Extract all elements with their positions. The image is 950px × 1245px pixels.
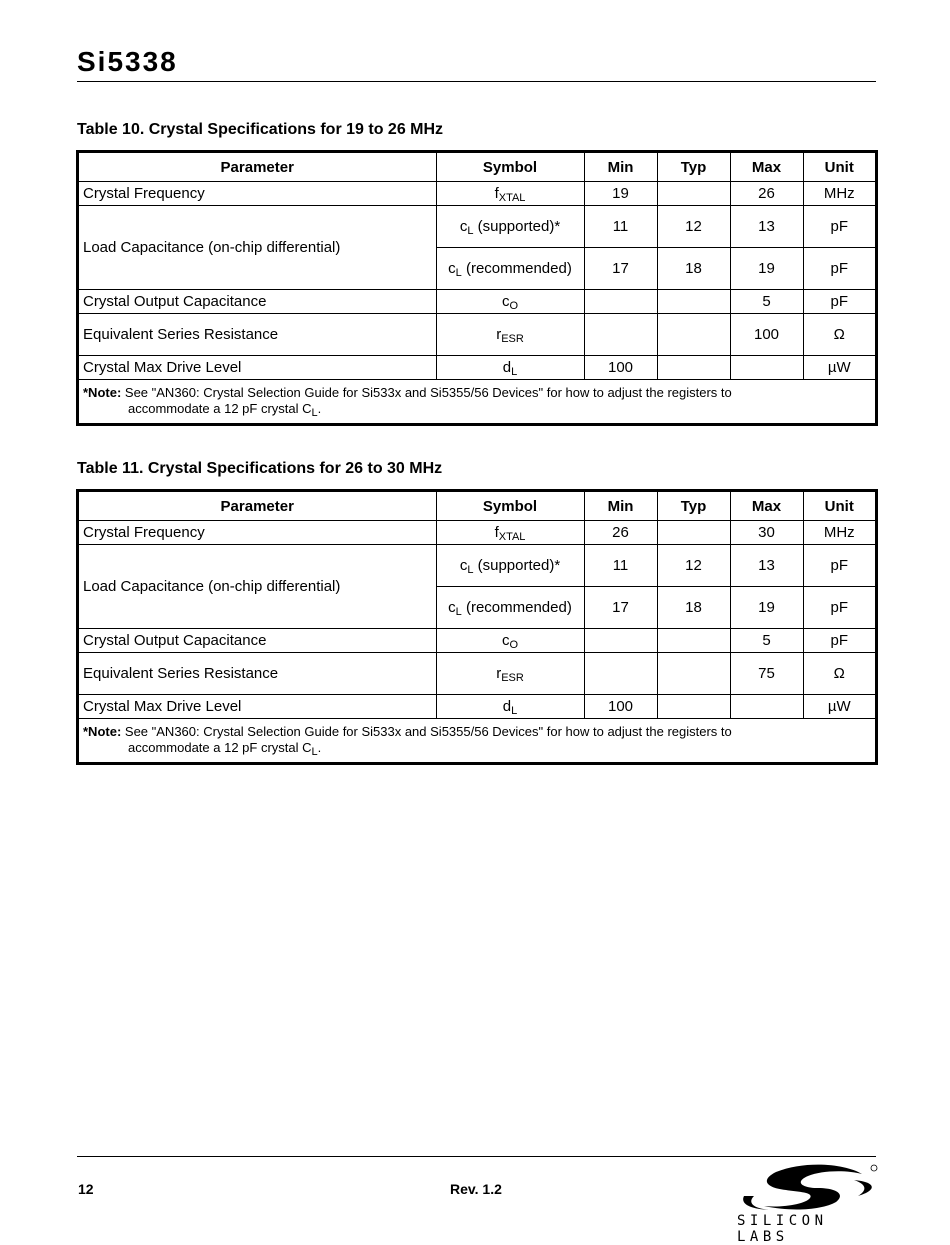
min-cell	[584, 629, 657, 653]
max-cell: 75	[730, 653, 803, 695]
table-note	[79, 380, 875, 424]
max-cell: 100	[730, 314, 803, 356]
param-cell: Crystal Max Drive Level	[79, 695, 436, 719]
min-cell: 100	[584, 356, 657, 380]
table-row	[79, 545, 875, 587]
max-cell: 13	[730, 206, 803, 248]
table-row	[79, 290, 875, 314]
param-cell: Load Capacitance (on-chip differential)	[79, 545, 436, 629]
unit-cell: MHz	[803, 521, 875, 545]
document-title: Si5338	[77, 46, 178, 77]
param-cell: Equivalent Series Resistance	[79, 314, 436, 356]
unit-cell: pF	[803, 206, 875, 248]
param-cell: Crystal Frequency	[79, 182, 436, 206]
note-label: *Note:	[83, 385, 122, 400]
unit-cell: Ω	[803, 653, 875, 695]
min-cell: 26	[584, 521, 657, 545]
table-note	[79, 719, 875, 763]
symbol-cell: $c_L$ (supported)*	[436, 206, 584, 248]
table-row	[79, 695, 875, 719]
note-line-1: See "AN360: Crystal Selection Guide for Si533x and Si5355/56 Devices" for how to adjust the registers to	[124, 385, 732, 400]
logo-wordmark: SILICON LABS	[737, 1213, 828, 1245]
max-cell: 19	[730, 587, 803, 629]
col-header-unit: Unit	[803, 492, 875, 521]
col-header-parameter: Parameter	[79, 492, 436, 521]
table-row	[79, 206, 875, 248]
table-row	[79, 653, 875, 695]
symbol-cell: $c_L$ (supported)*	[436, 545, 584, 587]
typ-cell	[657, 314, 730, 356]
revision-label: Rev. 1.2	[450, 1181, 502, 1197]
unit-cell: pF	[803, 248, 875, 290]
typ-cell	[657, 290, 730, 314]
table-row	[79, 314, 875, 356]
typ-cell	[657, 629, 730, 653]
param-cell: Load Capacitance (on-chip differential)	[79, 206, 436, 290]
min-cell	[584, 653, 657, 695]
unit-cell: pF	[803, 587, 875, 629]
note-row	[79, 719, 875, 763]
min-cell: 17	[584, 587, 657, 629]
table-row	[79, 356, 875, 380]
unit-cell: pF	[803, 629, 875, 653]
min-cell: 11	[584, 206, 657, 248]
param-cell: Crystal Frequency	[79, 521, 436, 545]
col-header-unit: Unit	[803, 153, 875, 182]
table-row	[79, 182, 875, 206]
symbol-cell: $c_O$	[436, 629, 584, 653]
max-cell	[730, 356, 803, 380]
unit-cell: Ω	[803, 314, 875, 356]
param-cell: Equivalent Series Resistance	[79, 653, 436, 695]
min-cell: 11	[584, 545, 657, 587]
param-cell: Crystal Output Capacitance	[79, 290, 436, 314]
note-line-2: accommodate a 12 pF crystal $C_L$.	[128, 401, 322, 419]
table-11	[76, 489, 878, 765]
unit-cell: pF	[803, 545, 875, 587]
col-header-max: Max	[730, 492, 803, 521]
min-cell	[584, 290, 657, 314]
typ-cell: 12	[657, 545, 730, 587]
note-line-2: accommodate a 12 pF crystal $C_L$.	[128, 740, 322, 758]
typ-cell	[657, 521, 730, 545]
header-rule	[77, 81, 876, 82]
typ-cell	[657, 653, 730, 695]
unit-cell: µW	[803, 356, 875, 380]
table-11-caption: Table 11. Crystal Specifications for 26 to 30 MHz	[77, 460, 443, 477]
max-cell: 19	[730, 248, 803, 290]
symbol-cell: $f_{XTAL}$	[436, 521, 584, 545]
typ-cell	[657, 356, 730, 380]
col-header-min: Min	[584, 153, 657, 182]
symbol-cell: $d_L$	[436, 695, 584, 719]
table-10	[76, 150, 878, 426]
footer-rule	[77, 1156, 876, 1157]
col-header-typ: Typ	[657, 153, 730, 182]
symbol-cell: $r_{ESR}$	[436, 653, 584, 695]
note-label: *Note:	[83, 724, 122, 739]
min-cell: 19	[584, 182, 657, 206]
typ-cell: 18	[657, 248, 730, 290]
symbol-cell: $c_O$	[436, 290, 584, 314]
typ-cell	[657, 695, 730, 719]
col-header-min: Min	[584, 492, 657, 521]
symbol-cell: $c_L$ (recommended)	[436, 587, 584, 629]
table-row	[79, 521, 875, 545]
table-header-row	[79, 492, 875, 521]
symbol-cell: $d_L$	[436, 356, 584, 380]
unit-cell: MHz	[803, 182, 875, 206]
min-cell: 17	[584, 248, 657, 290]
max-cell: 13	[730, 545, 803, 587]
symbol-cell: $c_L$ (recommended)	[436, 248, 584, 290]
page-number: 12	[78, 1181, 94, 1197]
unit-cell: pF	[803, 290, 875, 314]
table-10-caption: Table 10. Crystal Specifications for 19 to 26 MHz	[77, 121, 444, 138]
max-cell	[730, 695, 803, 719]
typ-cell: 12	[657, 206, 730, 248]
max-cell: 26	[730, 182, 803, 206]
min-cell	[584, 314, 657, 356]
col-header-symbol: Symbol	[436, 492, 584, 521]
table-row	[79, 629, 875, 653]
unit-cell: µW	[803, 695, 875, 719]
table-header-row	[79, 153, 875, 182]
param-cell: Crystal Output Capacitance	[79, 629, 436, 653]
typ-cell: 18	[657, 587, 730, 629]
param-cell: Crystal Max Drive Level	[79, 356, 436, 380]
max-cell: 5	[730, 629, 803, 653]
typ-cell	[657, 182, 730, 206]
col-header-max: Max	[730, 153, 803, 182]
min-cell: 100	[584, 695, 657, 719]
max-cell: 30	[730, 521, 803, 545]
max-cell: 5	[730, 290, 803, 314]
note-line-1: See "AN360: Crystal Selection Guide for Si533x and Si5355/56 Devices" for how to adjust the registers to	[124, 724, 732, 739]
note-row	[79, 380, 875, 424]
symbol-cell: $f_{XTAL}$	[436, 182, 584, 206]
col-header-parameter: Parameter	[79, 153, 436, 182]
col-header-typ: Typ	[657, 492, 730, 521]
symbol-cell: $r_{ESR}$	[436, 314, 584, 356]
col-header-symbol: Symbol	[436, 153, 584, 182]
